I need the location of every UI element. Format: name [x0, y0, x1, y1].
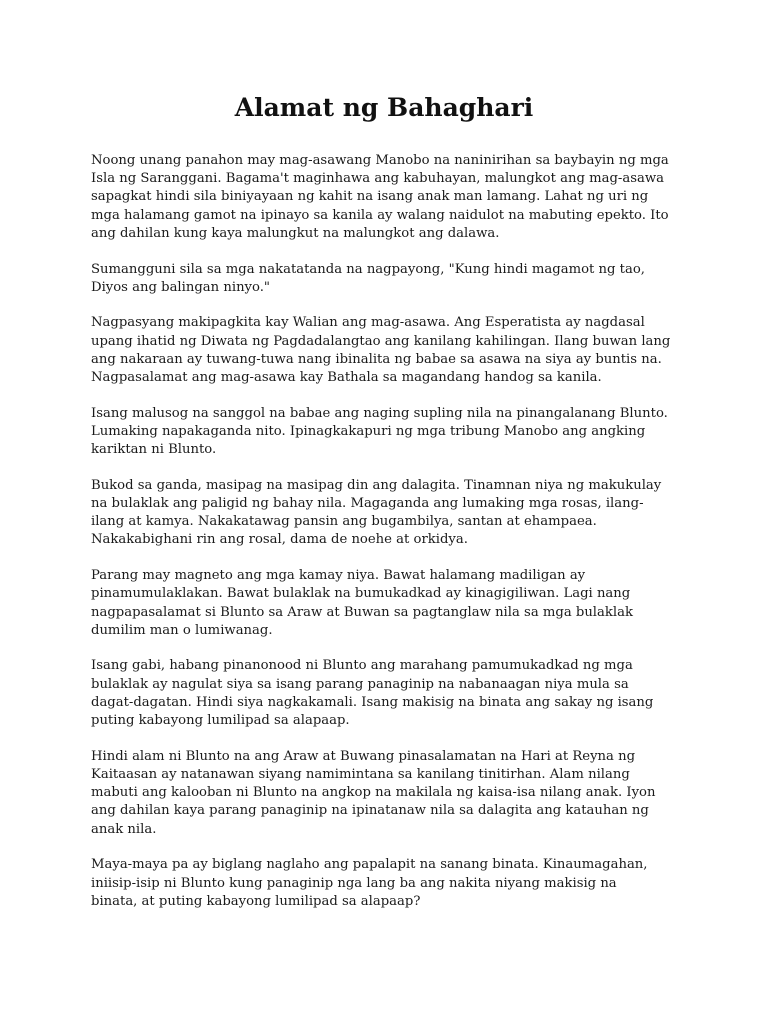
paragraph-line: ang dahilan kaya parang panaginip na ipinatanaw nila sa dalagita ang katauhan ng — [91, 803, 649, 819]
paragraph-line: anak nila. — [91, 821, 157, 837]
paragraph-line: Kaitaasan ay natanawan siyang namimintana sa kanilang tinitirhan. Alam nilang — [91, 766, 630, 782]
paragraph-line: Hindi alam ni Blunto na ang Araw at Buwang pinasalamatan na Hari at Reyna ng — [91, 748, 636, 764]
paragraph-3 — [91, 314, 687, 387]
paragraph-line: Isang gabi, habang pinanonood ni Blunto ang marahang pamumukadkad ng mga — [91, 658, 633, 674]
document-title: Alamat ng Bahaghari — [234, 93, 534, 122]
paragraph-line: iniisip-isip ni Blunto kung panaginip nga lang ba ang nakita niyang makisig na — [91, 875, 617, 891]
paragraph-9 — [91, 856, 687, 911]
paragraph-line: mga halamang gamot na ipinayo sa kanila ay walang naidulot na mabuting epekto. Ito — [91, 207, 669, 223]
paragraph-line: nagpapasalamat si Blunto sa Araw at Buwan sa pagtanglaw nila sa mga bulaklak — [91, 604, 633, 620]
paragraph-4 — [91, 405, 687, 460]
paragraph-line: Lumaking napakaganda nito. Ipinagkakapuri ng mga tribung Manobo ang angking — [91, 423, 646, 439]
paragraph-line: Parang may magneto ang mga kamay niya. Bawat halamang madiligan ay — [91, 568, 586, 584]
paragraph-line: bulaklak ay nagulat siya sa isang parang panaginip na nabanaagan niya mula sa — [91, 676, 629, 692]
paragraph-line: Noong unang panahon may mag-asawang Manobo na naninirihan sa baybayin ng mga — [91, 153, 669, 168]
paragraph-line: Nakakabighani rin ang rosal, dama de noehe at orkidya. — [91, 532, 468, 548]
paragraph-line: kariktan ni Blunto. — [91, 442, 217, 458]
paragraph-7 — [91, 657, 687, 730]
paragraph-line: Nagpasyang makipagkita kay Walian ang mag-asawa. Ang Esperatista ay nagdasal — [91, 315, 645, 331]
paragraph-line: Maya-maya pa ay biglang naglaho ang papalapit na sanang binata. Kinaumagahan, — [91, 857, 648, 873]
paragraph-line: Sumangguni sila sa mga nakatatanda na nagpayong, "Kung hindi magamot ng tao, — [91, 261, 645, 277]
paragraph-line: puting kabayong lumilipad sa alapaap. — [91, 713, 350, 729]
paragraph-line: Nagpasalamat ang mag-asawa kay Bathala sa magandang handog sa kanila. — [91, 370, 602, 386]
paragraph-2 — [91, 261, 687, 297]
paragraph-line: Isla ng Saranggani. Bagama't maginhawa ang kabuhayan, malungkot ang mag-asawa — [91, 171, 664, 187]
paragraph-line: mabuti ang kalooban ni Blunto na angkop na makilala ng kaisa-isa nilang anak. Iyon — [91, 785, 656, 801]
paragraph-line: dagat-dagatan. Hindi siya nagkakamali. Isang makisig na binata ang sakay ng isang — [91, 694, 654, 710]
paragraph-6 — [91, 567, 687, 640]
paragraph-line: upang ihatid ng Diwata ng Pagdadalangtao ang kanilang kahilingan. Ilang buwan lang — [91, 333, 671, 349]
paragraph-line: ang nakaraan ay tuwang-tuwa nang ibinalita ng babae sa asawa na siya ay buntis na. — [91, 351, 662, 367]
paragraph-line: na bulaklak ang paligid ng bahay nila. Magaganda ang lumaking mga rosas, ilang- — [91, 496, 644, 512]
paragraph-line: ang dahilan kung kaya malungkut na malungkot ang dalawa. — [91, 225, 500, 241]
paragraph-line: pinamumulaklakan. Bawat bulaklak na bumukadkad ay kinagigiliwan. Lagi nang — [91, 586, 631, 602]
paragraph-line: dumilim man o lumiwanag. — [91, 622, 273, 638]
paragraph-8 — [91, 748, 687, 839]
paragraph-line: Diyos ang balingan ninyo." — [91, 279, 270, 295]
paragraph-line: ilang at kamya. Nakakatawag pansin ang bugambilya, santan at ehampaea. — [91, 514, 597, 530]
paragraph-line: binata, at puting kabayong lumilipad sa alapaap? — [91, 893, 421, 909]
paragraph-5 — [91, 477, 687, 550]
paragraph-line: Bukod sa ganda, masipag na masipag din ang dalagita. Tinamnan niya ng makukulay — [91, 477, 662, 493]
paragraph-1 — [91, 152, 687, 243]
paragraph-line: sapagkat hindi sila biniyayaan ng kahit na isang anak man lamang. Lahat ng uri ng — [91, 189, 649, 205]
paragraph-line: Isang malusog na sanggol na babae ang naging supling nila na pinangalanang Blunto. — [91, 405, 668, 421]
document-body — [91, 152, 687, 928]
